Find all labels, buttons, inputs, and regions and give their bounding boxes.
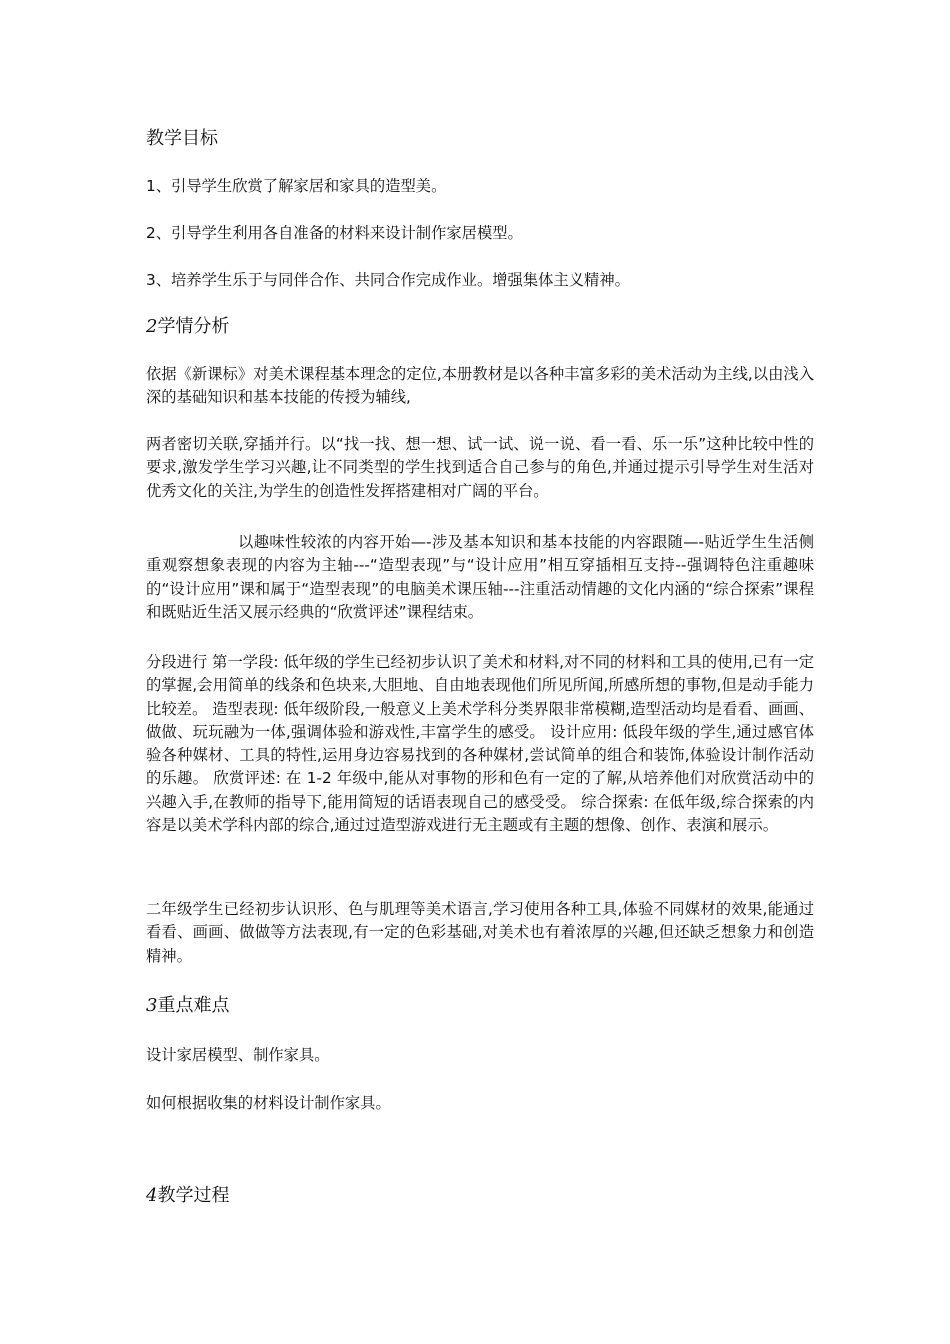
analysis-paragraph-4: 分段进行 第一学段: 低年级的学生已经初步认识了美术和材料,对不同的材料和工具的使用,已有一定的掌握,会用简单的线条和色块来,大胆地、自由地表现他们所见所闻,所感所想的事物,但是动手能力比较差。 造型表现: 低年级阶段,一般意义上美术学科分类界限非常模糊,造型活动均是看看、画画、做做、玩玩融为一体,强调体验和游戏性,丰富学生的感受。 设计应用: 低段年级的学生,通过感官体验各种媒材、工具的特性,运用身边容易找到的各种媒材,尝试简单的组合和装饰,体验设计制作活动的乐趣。 欣赏评述: 在 1-2 年级中,能从对事物的形和色有一定的了解,从培养他们对欣赏活动中的兴趣入手,在教师的指导下,能用简短的话语表现自己的感受受。 综合探索: 在低年级,综合探索的内容是以美术学科内部的综合,通过过造型游戏进行无主题或有主题的想像、创作、表演和展示。 bbox=[146, 653, 814, 835]
objective-item-1: 1、引导学生欣赏了解家居和家具的造型美。 bbox=[146, 177, 447, 195]
process-heading-number: 4 bbox=[146, 1185, 158, 1206]
analysis-paragraph-2: 两者密切关联,穿插并行。以“找一找、想一想、试一试、说一说、看一看、乐一乐”这种比较中性的要求,激发学生学习兴趣,让不同类型的学生找到适合自己参与的角色,并通过提示引导学生对生活对优秀文化的关注,为学生的创造性发挥搭建相对广阔的平台。 bbox=[146, 435, 814, 500]
objective-item-2: 2、引导学生利用各自准备的材料来设计制作家居模型。 bbox=[146, 224, 523, 242]
key-points-heading-number: 3 bbox=[146, 995, 158, 1016]
objective-item-3: 3、培养学生乐于与同伴合作、共同合作完成作业。增强集体主义精神。 bbox=[146, 271, 630, 289]
key-point-item-1: 设计家居模型、制作家具。 bbox=[146, 1046, 330, 1064]
analysis-heading-number: 2 bbox=[146, 316, 158, 337]
analysis-heading-title: 学情分析 bbox=[157, 316, 230, 337]
key-points-heading-title: 重点难点 bbox=[157, 995, 230, 1016]
key-points-heading bbox=[146, 994, 229, 1018]
analysis-paragraph-5: 二年级学生已经初步认识形、色与肌理等美术语言,学习使用各种工具,体验不同媒材的效果,能通过看看、画画、做做等方法表现,有一定的色彩基础,对美术也有着浓厚的兴趣,但还缺乏想象力和创造精神。 bbox=[146, 900, 814, 965]
process-heading-title: 教学过程 bbox=[157, 1185, 230, 1206]
key-point-item-2: 如何根据收集的材料设计制作家具。 bbox=[146, 1094, 391, 1112]
analysis-paragraph-1: 依据《新课标》对美术课程基本理念的定位,本册教材是以各种丰富多彩的美术活动为主线,以由浅入深的基础知识和基本技能的传授为辅线, bbox=[146, 365, 814, 407]
process-heading bbox=[146, 1184, 229, 1208]
analysis-heading bbox=[146, 315, 229, 339]
analysis-paragraph-3: 以趣味性较浓的内容开始—-涉及基本知识和基本技能的内容跟随—-贴近学生生活侧重观察想象表现的内容为主轴---“造型表现”与“设计应用”相互穿插相互支持--强调特色注重趣味的“设计应用”课和属于“造型表现”的电脑美术课压轴---注重活动情趣的文化内涵的“综合探索”课程和既贴近生活又展示经典的“欣赏评述”课程结束。 bbox=[146, 533, 814, 621]
objectives-heading: 教学目标 bbox=[146, 128, 218, 149]
